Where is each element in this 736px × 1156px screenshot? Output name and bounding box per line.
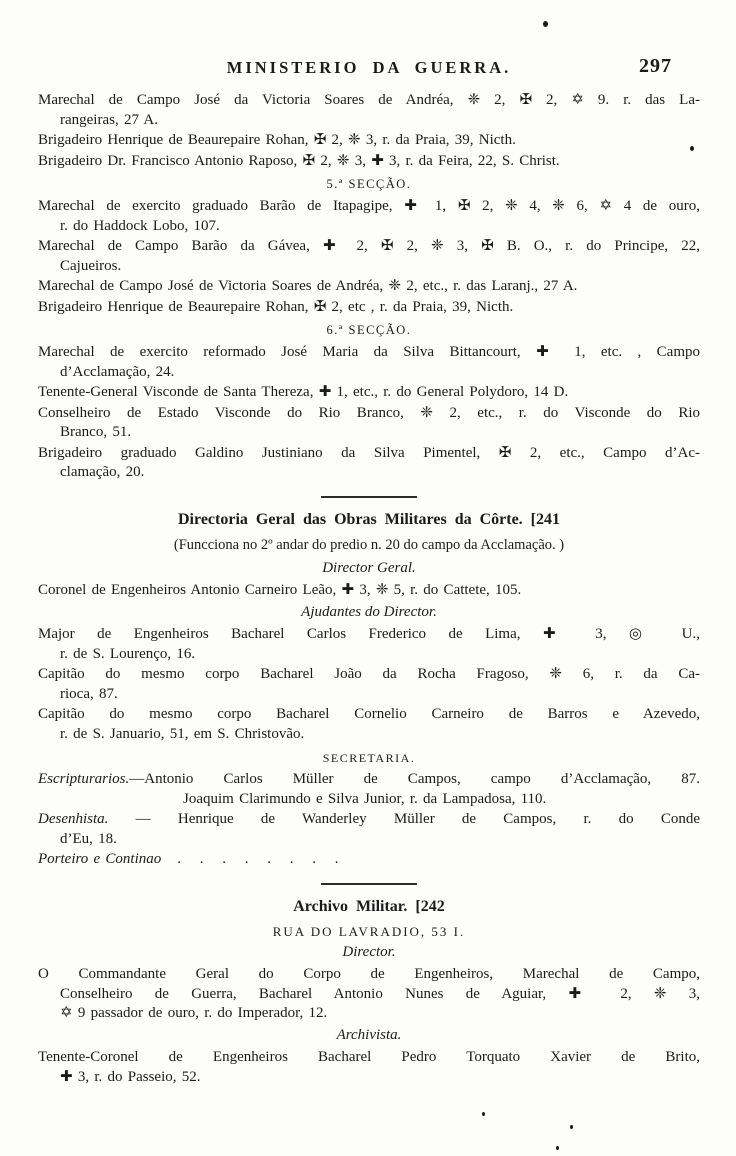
entry-line: d’Eu, 18. bbox=[60, 830, 117, 847]
scan-speck bbox=[570, 1125, 573, 1129]
officer-entry bbox=[38, 581, 700, 601]
entry-line: r. do Haddock Lobo, 107. bbox=[60, 217, 220, 234]
ajudantes-label: Ajudantes do Director. bbox=[301, 603, 437, 620]
scan-speck bbox=[556, 1146, 559, 1150]
entry-line: Joaquim Clarimundo e Silva Junior, r. da Lampadosa, 110. bbox=[183, 790, 547, 807]
staff-entry-desenhista bbox=[38, 810, 700, 849]
directoria-note: (Funcciona no 2º andar do predio n. 20 do campo da Acclamação. ) bbox=[173, 536, 565, 553]
officer-entry bbox=[38, 625, 700, 664]
officer-entry bbox=[38, 444, 700, 483]
section-heading-6: 6.ª SECÇÃO. bbox=[326, 323, 412, 337]
officer-entry bbox=[38, 91, 700, 130]
entry-line: ✡ 9 passador de ouro, r. do Imperador, 12. bbox=[60, 1005, 328, 1021]
entry-line: Marechal de exercito reformado José Maria da Silva Bittancourt, ✚ 1, etc. , Campo bbox=[38, 344, 700, 360]
entry-line bbox=[38, 850, 700, 870]
officer-entry bbox=[38, 131, 700, 151]
archivo-director-label: Director. bbox=[342, 943, 396, 960]
entry-line: Brigadeiro graduado Galdino Justiniano da Silva Pimentel, ✠ 2, etc., Campo d’Ac- bbox=[38, 444, 700, 461]
section-divider bbox=[321, 496, 417, 498]
entry-line: d’Acclamação, 24. bbox=[60, 363, 175, 380]
entry-line: Marechal de Campo Barão da Gávea, ✚ 2, ✠ 2, ❈ 3, ✠ B. O., r. do Principe, 22, bbox=[38, 238, 700, 254]
staff-entry-escripturarios bbox=[38, 770, 700, 809]
entry-line: ✚ 3, r. do Passeio, 52. bbox=[60, 1068, 201, 1085]
entry-line bbox=[38, 770, 700, 790]
entry-line: Tenente-Coronel de Engenheiros Bacharel Pedro Torquato Xavier de Brito, bbox=[38, 1049, 700, 1065]
officer-entry bbox=[38, 298, 700, 318]
entry-line: Brigadeiro Dr. Francisco Antonio Raposo, ✠ 2, ❈ 3, ✚ 3, r. da Feira, 22, S. Christ. bbox=[38, 152, 560, 169]
officer-entry bbox=[38, 665, 700, 704]
entry-line: Marechal de exercito graduado Barão de Itapagipe, ✚ 1, ✠ 2, ❈ 4, ❈ 6, ✡ 4 de ouro, bbox=[38, 198, 700, 214]
entry-line: Brigadeiro Henrique de Beaurepaire Rohan, ✠ 2, etc , r. da Praia, 39, Nicth. bbox=[38, 298, 514, 315]
staff-entry-porteiro bbox=[38, 850, 700, 870]
officer-entry bbox=[38, 1048, 700, 1087]
scan-speck bbox=[543, 21, 548, 27]
leader-dots: . . . . . . . . bbox=[177, 851, 340, 867]
entry-line: r. de S. Lourenço, 16. bbox=[60, 645, 196, 662]
officer-entry bbox=[38, 152, 700, 172]
officer-entry bbox=[38, 383, 700, 403]
officer-entry bbox=[38, 705, 700, 744]
role-label: Escripturarios. bbox=[38, 771, 130, 787]
section-heading-5: 5.ª SECÇÃO. bbox=[326, 177, 412, 191]
entry-line: Marechal de Campo José da Victoria Soares de Andréa, ❈ 2, ✠ 2, ✡ 9. r. das La- bbox=[38, 92, 700, 108]
entry-line: Capitão do mesmo corpo Bacharel Cornelio Carneiro de Barros e Azevedo, bbox=[38, 706, 700, 722]
entry-line: Major de Engenheiros Bacharel Carlos Frederico de Lima, ✚ 3, ◎ U., bbox=[38, 626, 700, 642]
director-geral-label: Director Geral. bbox=[322, 559, 416, 576]
entry-line: rioca, 87. bbox=[60, 685, 118, 702]
entry-line bbox=[38, 810, 700, 830]
secretaria-label: SECRETARIA. bbox=[322, 751, 416, 765]
entry-line: Marechal de Campo José de Victoria Soares de Andréa, ❈ 2, etc., r. das Laranj., 27 A. bbox=[38, 278, 578, 294]
officer-entry bbox=[38, 404, 700, 443]
entry-line: rangeiras, 27 A. bbox=[60, 111, 158, 128]
directoria-heading: Directoria Geral das Obras Militares da Côrte. [241 bbox=[178, 510, 560, 528]
archivo-heading: Archivo Militar. [242 bbox=[293, 897, 445, 915]
entry-line: O Commandante Geral do Corpo de Engenheiros, Marechal de Campo, bbox=[38, 966, 700, 982]
role-label: Desenhista. bbox=[38, 811, 109, 827]
page-header bbox=[38, 55, 700, 82]
scan-speck bbox=[690, 146, 694, 151]
entry-line: Branco, 51. bbox=[60, 424, 132, 440]
entry-line: Conselheiro de Estado Visconde do Rio Branco, ❈ 2, etc., r. do Visconde do Rio bbox=[38, 404, 700, 421]
scan-speck bbox=[482, 1112, 485, 1116]
entry-line: Tenente-General Visconde de Santa Thereza, ✚ 1, etc., r. do General Polydoro, 14 D. bbox=[38, 384, 569, 400]
officer-entry bbox=[38, 965, 700, 1024]
page-number: 297 bbox=[639, 55, 672, 77]
entry-text: — Henrique de Wanderley Müller de Campos, r. do Conde bbox=[108, 811, 700, 827]
entry-line: Conselheiro de Guerra, Bacharel Antonio Nunes de Aguiar, ✚ 2, ❈ 3, bbox=[60, 985, 700, 1002]
entry-line: clamação, 20. bbox=[60, 464, 145, 480]
entry-line: Cajueiros. bbox=[60, 257, 122, 274]
officer-entry bbox=[38, 343, 700, 382]
entry-line: Capitão do mesmo corpo Bacharel João da Rocha Fragoso, ❈ 6, r. da Ca- bbox=[38, 666, 700, 682]
officer-entry bbox=[38, 197, 700, 236]
officer-entry bbox=[38, 237, 700, 276]
entry-text: —Antonio Carlos Müller de Campos, campo d’Acclamação, 87. bbox=[129, 771, 700, 787]
role-label: Porteiro e Continao bbox=[38, 851, 162, 867]
archivo-address: RUA DO LAVRADIO, 53 I. bbox=[272, 923, 466, 939]
entry-line: r. de S. Januario, 51, em S. Christovão. bbox=[60, 725, 305, 742]
section-divider bbox=[321, 883, 417, 885]
page-title: MINISTERIO DA GUERRA. bbox=[226, 58, 512, 77]
entry-line: Coronel de Engenheiros Antonio Carneiro Leão, ✚ 3, ❈ 5, r. do Cattete, 105. bbox=[38, 582, 522, 598]
archivista-label: Archivista. bbox=[336, 1026, 402, 1043]
officer-entry bbox=[38, 277, 700, 297]
entry-line: Brigadeiro Henrique de Beaurepaire Rohan, ✠ 2, ❈ 3, r. da Praia, 39, Nicth. bbox=[38, 132, 516, 148]
